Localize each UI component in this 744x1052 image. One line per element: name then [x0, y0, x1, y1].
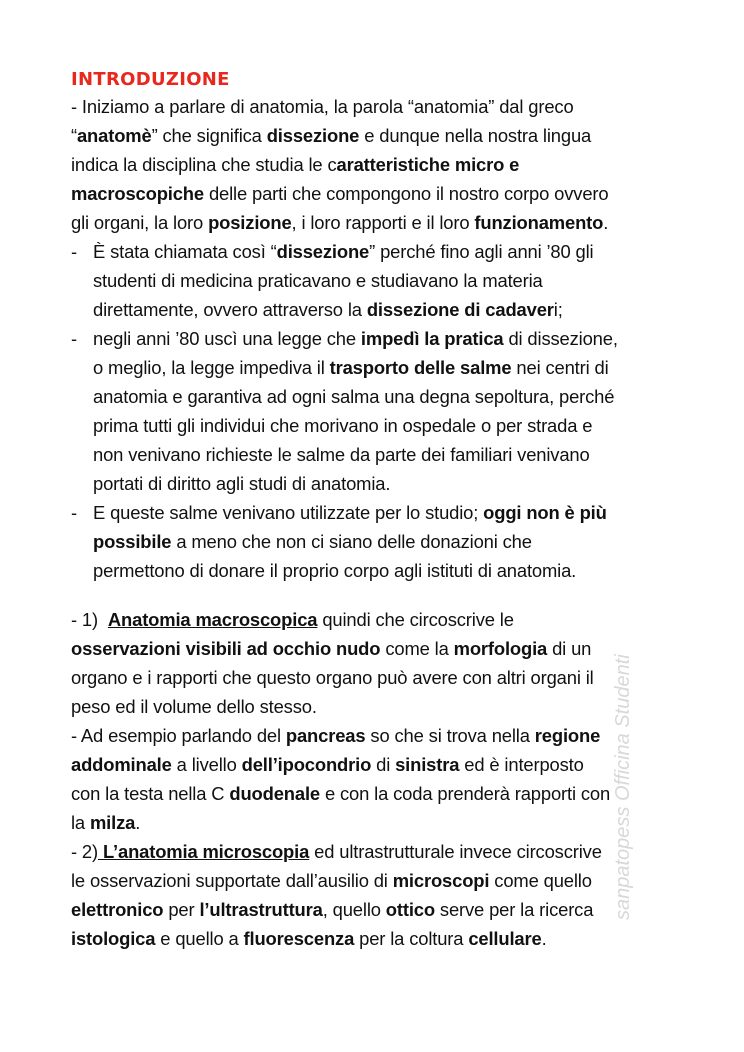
text: “ [71, 125, 77, 146]
text-line [71, 121, 691, 150]
text: o meglio, la legge impediva il [93, 357, 330, 378]
bold-text: dissezione di cadaver [366, 299, 554, 320]
section-heading: INTRODUZIONE [71, 69, 230, 90]
text-line [71, 750, 691, 779]
text: nei centri di [511, 357, 609, 378]
bold-text: macroscopiche [71, 183, 204, 204]
bold-text: impedì la pratica [360, 328, 504, 349]
text: la [71, 812, 90, 833]
text: serve per la ricerca [434, 899, 594, 920]
text-line [71, 440, 691, 469]
text: so che si trova nella [365, 725, 535, 746]
text: È stata chiamata così “ [93, 241, 277, 262]
bold-text: morfologia [453, 638, 548, 659]
bullet-dash: - [71, 241, 77, 262]
text: - Iniziamo a parlare di anatomia, la parola “anatomia” dal greco [71, 96, 574, 117]
bold-text: aratteristiche micro e [336, 154, 520, 175]
text-line [71, 585, 691, 605]
text: e quello a [155, 928, 244, 949]
text: negli anni ’80 uscì una legge che [93, 328, 361, 349]
text: gli organi, la loro [71, 212, 209, 233]
bold-text: istologica [71, 928, 156, 949]
text: come la [380, 638, 454, 659]
text: - 1) [71, 609, 108, 630]
text-line [71, 556, 691, 585]
bold-text: elettronico [71, 899, 164, 920]
text: non venivano richieste le salme da parte dei familiari venivano [93, 444, 590, 465]
bold-text: pancreas [285, 725, 366, 746]
bold-text: dissezione [276, 241, 370, 262]
text: . [603, 212, 609, 233]
bold-text: addominale [71, 754, 172, 775]
bullet-line [71, 324, 691, 353]
text: E queste salme venivano utilizzate per lo studio; [93, 502, 484, 523]
text: ” perché fino agli anni ’80 gli [369, 241, 594, 262]
text: studenti di medicina praticavano e studiavano la materia [93, 270, 543, 291]
text: di un [547, 638, 592, 659]
bold-text: oggi non è più [483, 502, 607, 523]
bold-text: microscopi [392, 870, 490, 891]
text: - 2) [71, 841, 98, 862]
bold-text: trasporto delle salme [329, 357, 512, 378]
bold-text: dissezione [266, 125, 360, 146]
text-line [71, 411, 691, 440]
bullet-dash: - [71, 502, 77, 523]
bold-text: duodenale [229, 783, 320, 804]
text: - Ad esempio parlando del [71, 725, 286, 746]
text-line [71, 808, 691, 837]
text: quindi che circoscrive le [317, 609, 514, 630]
bold-text: L’anatomia microscopia [98, 841, 310, 862]
text: ed ultrastrutturale invece circoscrive [309, 841, 602, 862]
text-line [71, 527, 691, 556]
text: di [371, 754, 396, 775]
text: e con la coda prenderà rapporti con [320, 783, 611, 804]
text-line [71, 605, 691, 634]
text: . [135, 812, 141, 833]
text-line [71, 721, 691, 750]
text-line [71, 866, 691, 895]
text-line [71, 469, 691, 498]
text: con la testa nella C [71, 783, 230, 804]
text: a livello [171, 754, 242, 775]
text-line [71, 837, 691, 866]
text: ed è interposto [459, 754, 584, 775]
text: portati di diritto agli studi di anatomia. [93, 473, 391, 494]
text: permettono di donare il proprio corpo agli istituti di anatomia. [93, 560, 577, 581]
text-line [71, 150, 691, 179]
text: , i loro rapporti e il loro [291, 212, 475, 233]
bold-text: cellulare [468, 928, 542, 949]
text: di dissezione, [503, 328, 618, 349]
text-line [71, 895, 691, 924]
bold-text: dell’ipocondrio [241, 754, 372, 775]
bold-text: Anatomia macroscopica [107, 609, 318, 630]
text: ” che significa [151, 125, 267, 146]
text-line [71, 208, 691, 237]
bold-text: funzionamento [474, 212, 604, 233]
text: per [163, 899, 200, 920]
document-body [71, 92, 691, 953]
bold-text: regione [534, 725, 601, 746]
bullet-dash: - [71, 328, 77, 349]
text-line [71, 353, 691, 382]
text-line [71, 692, 691, 721]
text: prima tutti gli individui che morivano in ospedale o per strada e [93, 415, 593, 436]
bullet-line [71, 498, 691, 527]
text-line [71, 179, 691, 208]
text-line [71, 924, 691, 953]
text: direttamente, ovvero attraverso la [93, 299, 367, 320]
bold-text: sinistra [395, 754, 460, 775]
bold-text: ottico [385, 899, 435, 920]
text-line [71, 634, 691, 663]
text-line [71, 295, 691, 324]
text: peso ed il volume dello stesso. [71, 696, 317, 717]
bold-text: posizione [208, 212, 292, 233]
text: le osservazioni supportate dall’ausilio di [71, 870, 393, 891]
text: a meno che non ci siano delle donazioni che [171, 531, 532, 552]
text-line [71, 779, 691, 808]
bold-text: possibile [93, 531, 172, 552]
text-line [71, 266, 691, 295]
document-page [71, 68, 691, 953]
bold-text: anatomè [76, 125, 152, 146]
text-line [71, 382, 691, 411]
watermark: sanpatopess Officina Studenti [612, 654, 634, 920]
text-line [71, 663, 691, 692]
bold-text: fluorescenza [243, 928, 355, 949]
text: indica la disciplina che studia le c [71, 154, 337, 175]
text: anatomia e garantiva ad ogni salma una degna sepoltura, perché [93, 386, 615, 407]
text: , quello [322, 899, 386, 920]
text: e dunque nella nostra lingua [359, 125, 592, 146]
bold-text: osservazioni visibili ad occhio nudo [71, 638, 381, 659]
bold-text: milza [89, 812, 136, 833]
text: per la coltura [354, 928, 469, 949]
text: delle parti che compongono il nostro corpo ovvero [203, 183, 609, 204]
bold-text: l’ultrastruttura [199, 899, 323, 920]
text: come quello [489, 870, 592, 891]
text: organo e i rapporti che questo organo può avere con altri organi il [71, 667, 594, 688]
bullet-line [71, 237, 691, 266]
text: . [541, 928, 547, 949]
text-line [71, 92, 691, 121]
text: i; [553, 299, 563, 320]
